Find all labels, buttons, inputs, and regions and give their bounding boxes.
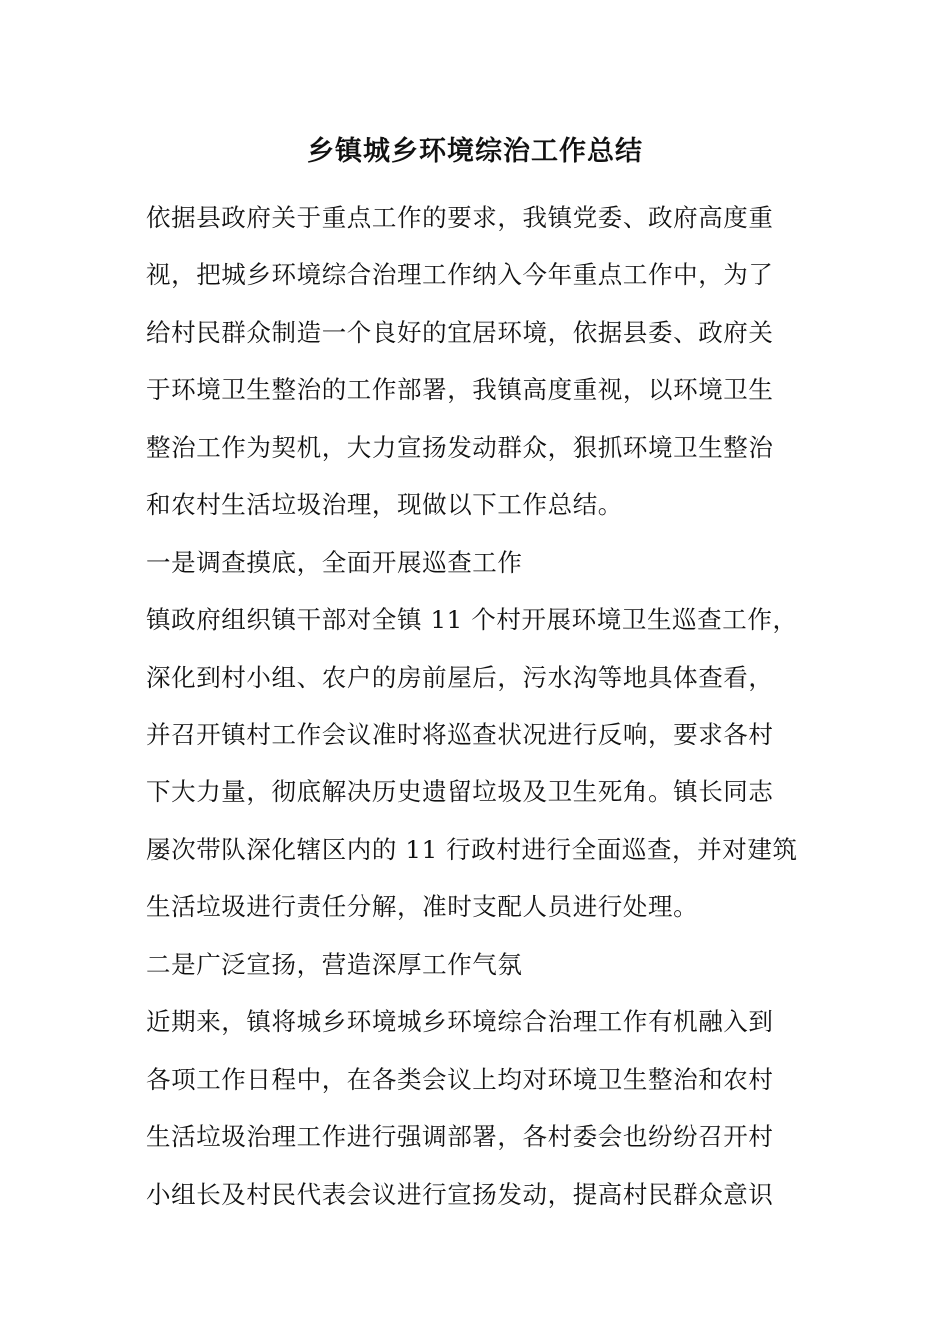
body-line: 小组长及村民代表会议进行宣扬发动，提高村民群众意识 xyxy=(146,1180,774,1209)
body-line: 生活垃圾治理工作进行强调部署，各村委会也纷纷召开村 xyxy=(146,1122,774,1151)
body-line: 于环境卫生整治的工作部署，我镇高度重视，以环境卫生 xyxy=(146,375,774,404)
body-line: 和农村生活垃圾治理，现做以下工作总结。 xyxy=(146,490,623,519)
body-line: 深化到村小组、农户的房前屋后，污水沟等地具体查看， xyxy=(146,663,774,692)
body-line: 依据县政府关于重点工作的要求，我镇党委、政府高度重 xyxy=(146,203,774,232)
body-line: 下大力量，彻底解决历史遗留垃圾及卫生死角。镇长同志 xyxy=(146,777,774,806)
body-line: 各项工作日程中，在各类会议上均对环境卫生整治和农村 xyxy=(146,1065,774,1094)
body-line: 视，把城乡环境综合治理工作纳入今年重点工作中，为了 xyxy=(146,260,774,289)
body-line: 镇政府组织镇干部对全镇 11 个村开展环境卫生巡查工作， xyxy=(146,605,798,634)
body-line: 给村民群众制造一个良好的宜居环境，依据县委、政府关 xyxy=(146,318,774,347)
section-heading: 一是调查摸底，全面开展巡查工作 xyxy=(146,548,523,577)
body-line: 屡次带队深化辖区内的 11 行政村进行全面巡查，并对建筑 xyxy=(146,835,798,864)
document-title: 乡镇城乡环境综治工作总结 xyxy=(307,136,643,167)
body-line: 并召开镇村工作会议准时将巡查状况进行反响，要求各村 xyxy=(146,720,774,749)
body-line: 近期来，镇将城乡环境城乡环境综合治理工作有机融入到 xyxy=(146,1007,774,1036)
body-line: 生活垃圾进行责任分解，准时支配人员进行处理。 xyxy=(146,892,699,921)
body-line: 整治工作为契机，大力宣扬发动群众，狠抓环境卫生整治 xyxy=(146,433,774,462)
section-heading: 二是广泛宣扬，营造深厚工作气氛 xyxy=(146,950,523,979)
